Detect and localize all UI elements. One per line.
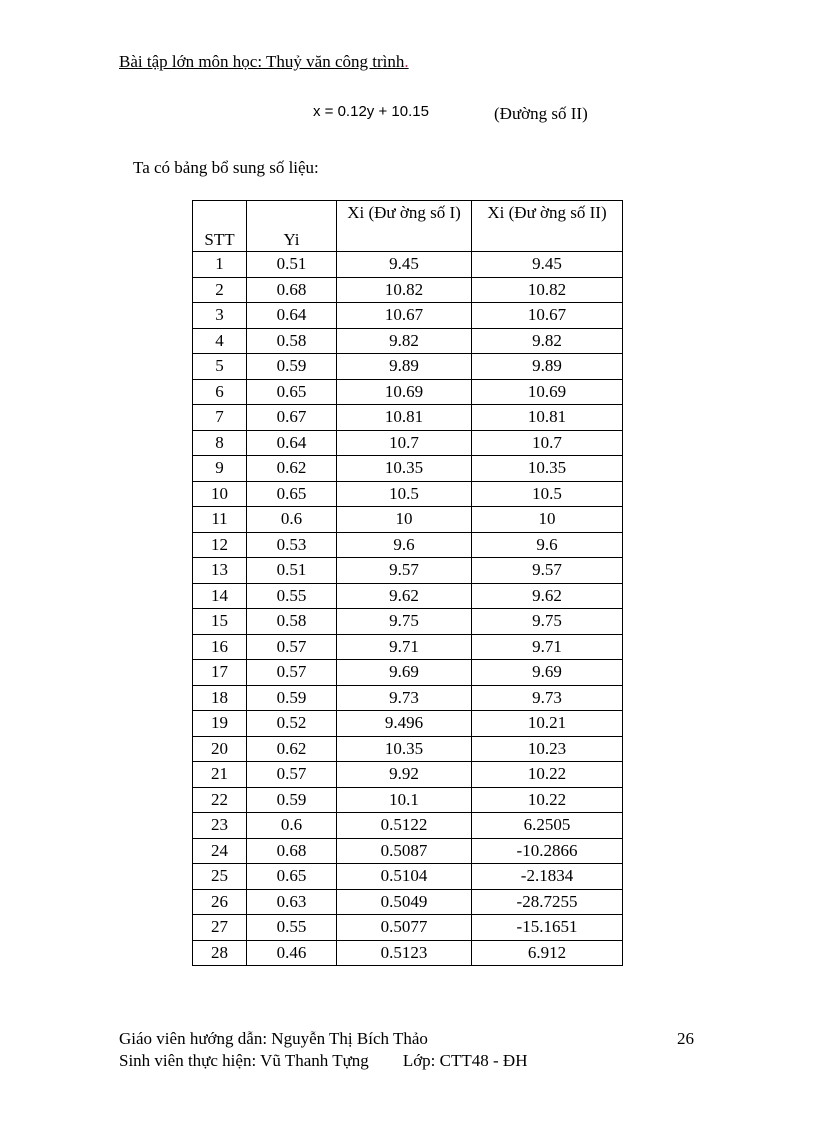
table-row (193, 583, 623, 609)
cell-xi-line-2: 6.2505 (472, 813, 623, 839)
cell-yi: 0.6 (247, 507, 337, 533)
cell-stt: 25 (193, 864, 247, 890)
cell-stt: 7 (193, 405, 247, 431)
table-row (193, 354, 623, 380)
cell-stt: 23 (193, 813, 247, 839)
cell-stt: 20 (193, 736, 247, 762)
cell-yi: 0.55 (247, 915, 337, 941)
cell-stt: 1 (193, 252, 247, 278)
cell-xi-line-2: 10.23 (472, 736, 623, 762)
cell-xi-line-2: 10.69 (472, 379, 623, 405)
cell-xi-line-1: 0.5087 (337, 838, 472, 864)
table-row (193, 940, 623, 966)
table-row (193, 762, 623, 788)
cell-xi-line-2: 6.912 (472, 940, 623, 966)
cell-stt: 10 (193, 481, 247, 507)
intro-text: Ta có bảng bổ sung số liệu: (133, 158, 319, 177)
cell-xi-line-1: 0.5049 (337, 889, 472, 915)
table-row (193, 481, 623, 507)
cell-yi: 0.58 (247, 609, 337, 635)
cell-xi-line-1: 0.5123 (337, 940, 472, 966)
cell-stt: 4 (193, 328, 247, 354)
cell-xi-line-1: 10 (337, 507, 472, 533)
cell-xi-line-1: 10.82 (337, 277, 472, 303)
cell-xi-line-1: 9.6 (337, 532, 472, 558)
header-title: Bài tập lớn môn học: Thuỷ văn công trình (119, 52, 405, 71)
table-row (193, 303, 623, 329)
cell-yi: 0.59 (247, 685, 337, 711)
cell-stt: 14 (193, 583, 247, 609)
cell-stt: 18 (193, 685, 247, 711)
column-header-xi-line-1: Xi (Đư ờng số I) (337, 201, 472, 252)
cell-stt: 9 (193, 456, 247, 482)
table-row (193, 609, 623, 635)
table-row (193, 736, 623, 762)
cell-yi: 0.57 (247, 762, 337, 788)
cell-yi: 0.67 (247, 405, 337, 431)
cell-yi: 0.64 (247, 303, 337, 329)
table-row (193, 660, 623, 686)
cell-xi-line-2: 9.45 (472, 252, 623, 278)
cell-xi-line-1: 10.7 (337, 430, 472, 456)
cell-xi-line-2: 10.81 (472, 405, 623, 431)
table-row (193, 456, 623, 482)
cell-yi: 0.62 (247, 736, 337, 762)
footer-class: Lớp: CTT48 - ĐH (402, 1051, 528, 1070)
cell-xi-line-2: 10.67 (472, 303, 623, 329)
table-row (193, 685, 623, 711)
table-row (193, 813, 623, 839)
cell-xi-line-2: 9.71 (472, 634, 623, 660)
cell-xi-line-2: 9.62 (472, 583, 623, 609)
cell-yi: 0.55 (247, 583, 337, 609)
cell-stt: 5 (193, 354, 247, 380)
cell-xi-line-2: 9.89 (472, 354, 623, 380)
footer-teacher: Giáo viên hướng dẫn: Nguyễn Thị Bích Thảo (119, 1029, 428, 1048)
cell-xi-line-2: 10.82 (472, 277, 623, 303)
page-number: 26 (677, 1029, 694, 1048)
table-row (193, 507, 623, 533)
table-row (193, 889, 623, 915)
header-dot: . (404, 52, 409, 71)
cell-yi: 0.57 (247, 634, 337, 660)
cell-stt: 22 (193, 787, 247, 813)
cell-stt: 28 (193, 940, 247, 966)
table-row (193, 838, 623, 864)
table-header-row (193, 201, 623, 252)
cell-stt: 11 (193, 507, 247, 533)
table-row (193, 405, 623, 431)
column-header-stt: STT (193, 201, 247, 252)
cell-xi-line-2: 10.35 (472, 456, 623, 482)
cell-stt: 27 (193, 915, 247, 941)
cell-yi: 0.59 (247, 354, 337, 380)
cell-stt: 15 (193, 609, 247, 635)
cell-xi-line-2: 10.7 (472, 430, 623, 456)
cell-xi-line-1: 0.5077 (337, 915, 472, 941)
table-row (193, 711, 623, 737)
cell-yi: 0.68 (247, 277, 337, 303)
cell-xi-line-1: 10.1 (337, 787, 472, 813)
cell-yi: 0.65 (247, 481, 337, 507)
cell-stt: 8 (193, 430, 247, 456)
document-header (119, 52, 409, 72)
cell-stt: 13 (193, 558, 247, 584)
regression-equation: x = 0.12y + 10.15 (313, 103, 429, 120)
cell-xi-line-1: 10.5 (337, 481, 472, 507)
cell-yi: 0.6 (247, 813, 337, 839)
cell-stt: 16 (193, 634, 247, 660)
table-row (193, 430, 623, 456)
cell-yi: 0.64 (247, 430, 337, 456)
cell-xi-line-2: -15.1651 (472, 915, 623, 941)
cell-xi-line-1: 9.89 (337, 354, 472, 380)
cell-xi-line-1: 9.82 (337, 328, 472, 354)
cell-xi-line-2: 10.22 (472, 762, 623, 788)
cell-yi: 0.58 (247, 328, 337, 354)
cell-xi-line-1: 10.81 (337, 405, 472, 431)
cell-yi: 0.46 (247, 940, 337, 966)
cell-xi-line-2: 10 (472, 507, 623, 533)
cell-xi-line-2: 10.5 (472, 481, 623, 507)
cell-yi: 0.62 (247, 456, 337, 482)
cell-yi: 0.57 (247, 660, 337, 686)
column-header-xi-line-2: Xi (Đư ờng số II) (472, 201, 623, 252)
cell-xi-line-2: 9.82 (472, 328, 623, 354)
table-row (193, 277, 623, 303)
table-row (193, 379, 623, 405)
cell-xi-line-2: -2.1834 (472, 864, 623, 890)
cell-xi-line-1: 9.62 (337, 583, 472, 609)
cell-xi-line-2: 9.57 (472, 558, 623, 584)
cell-stt: 26 (193, 889, 247, 915)
cell-xi-line-2: 9.73 (472, 685, 623, 711)
footer-student: Sinh viên thực hiện: Vũ Thanh Tựng (119, 1051, 369, 1070)
cell-xi-line-1: 9.45 (337, 252, 472, 278)
cell-yi: 0.63 (247, 889, 337, 915)
cell-yi: 0.52 (247, 711, 337, 737)
cell-yi: 0.59 (247, 787, 337, 813)
cell-xi-line-2: 9.6 (472, 532, 623, 558)
cell-xi-line-1: 10.69 (337, 379, 472, 405)
cell-stt: 6 (193, 379, 247, 405)
cell-xi-line-2: 9.75 (472, 609, 623, 635)
cell-stt: 21 (193, 762, 247, 788)
cell-xi-line-2: -10.2866 (472, 838, 623, 864)
cell-xi-line-1: 9.73 (337, 685, 472, 711)
table-body (193, 252, 623, 966)
cell-xi-line-1: 9.496 (337, 711, 472, 737)
table-row (193, 634, 623, 660)
cell-yi: 0.51 (247, 252, 337, 278)
cell-xi-line-2: 10.22 (472, 787, 623, 813)
equation-note: (Đường số II) (494, 104, 588, 123)
cell-xi-line-2: 10.21 (472, 711, 623, 737)
cell-yi: 0.68 (247, 838, 337, 864)
cell-yi: 0.65 (247, 864, 337, 890)
table-row (193, 915, 623, 941)
cell-xi-line-1: 0.5122 (337, 813, 472, 839)
cell-xi-line-2: 9.69 (472, 660, 623, 686)
cell-stt: 12 (193, 532, 247, 558)
data-table (192, 200, 623, 966)
table-row (193, 252, 623, 278)
cell-xi-line-1: 9.71 (337, 634, 472, 660)
cell-stt: 3 (193, 303, 247, 329)
table-row (193, 328, 623, 354)
table-row (193, 532, 623, 558)
cell-xi-line-1: 9.75 (337, 609, 472, 635)
cell-stt: 2 (193, 277, 247, 303)
cell-yi: 0.53 (247, 532, 337, 558)
cell-xi-line-1: 10.35 (337, 736, 472, 762)
table-row (193, 558, 623, 584)
footer-student-line (119, 1051, 527, 1071)
cell-stt: 24 (193, 838, 247, 864)
cell-xi-line-2: -28.7255 (472, 889, 623, 915)
cell-xi-line-1: 10.67 (337, 303, 472, 329)
cell-xi-line-1: 9.69 (337, 660, 472, 686)
cell-yi: 0.51 (247, 558, 337, 584)
cell-xi-line-1: 10.35 (337, 456, 472, 482)
cell-xi-line-1: 9.92 (337, 762, 472, 788)
cell-xi-line-1: 9.57 (337, 558, 472, 584)
table-row (193, 787, 623, 813)
column-header-yi: Yi (247, 201, 337, 252)
cell-stt: 19 (193, 711, 247, 737)
cell-stt: 17 (193, 660, 247, 686)
table-row (193, 864, 623, 890)
cell-xi-line-1: 0.5104 (337, 864, 472, 890)
cell-yi: 0.65 (247, 379, 337, 405)
